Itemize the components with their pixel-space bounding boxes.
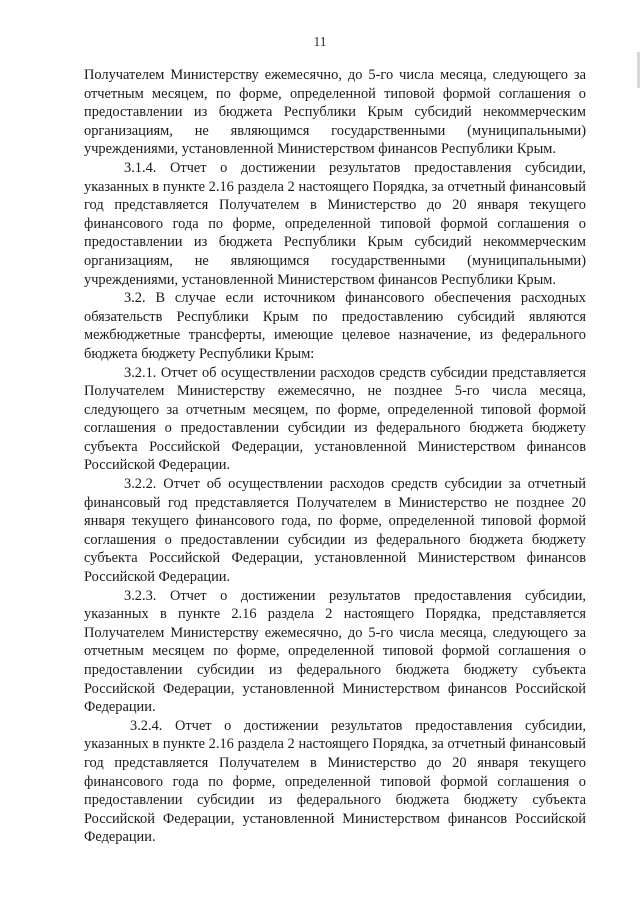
paragraph-3-2-2: 3.2.2. Отчет об осуществлении расходов средств субсидии за отчетный финансовый год представляется Получателем в Министерство не позднее 20 января текущего финансового года, по форме, определенной типовой формой соглашения о предоставлении субсидии из федерального бюджета бюджету субъекта Российской Федерации, установленной Министерством финансов Российской Федерации. xyxy=(84,476,586,586)
page-number: 11 xyxy=(313,34,327,49)
paragraph-3-2: 3.2. В случае если источником финансового обеспечения расходных обязательств Республики Крым по предоставлению субсидий являются межбюджетные трансферты, имеющие целевое назначение, из федерального бюджета бюджету Республики Крым: xyxy=(84,290,586,362)
paragraph-3-1-4: 3.1.4. Отчет о достижении результатов предоставления субсидии, указанных в пункте 2.16 раздела 2 настоящего Порядка, за отчетный финансовый год представляется Получателем в Министерство до 20 января текущего финансового года по форме, определенной типовой формой соглашения о предоставлении из бюджета Республики Крым субсидий некоммерческим организациям, не являющимся государственными (муниципальными) учреждениями, установленной Министерством финансов Республики Крым. xyxy=(84,159,586,288)
paragraph-continuation: Получателем Министерству ежемесячно, до 5-го числа месяца, следующего за отчетным месяцем, по форме, определенной типовой формой соглашения о предоставлении из бюджета Республики Крым субсидий некоммерческим организациям, не являющимся государственными (муниципальными) учреждениями, установленной Министерством финансов Республики Крым. xyxy=(84,67,586,158)
paragraph-3-2-1: 3.2.1. Отчет об осуществлении расходов средств субсидии представляется Получателем Министерству ежемесячно, не позднее 5-го числа месяца, следующего за отчетным месяцем, по форме, определенной типовой формой соглашения о предоставлении субсидии из федерального бюджета бюджету субъекта Российской Федерации, установленной Министерством финансов Российской Федерации. xyxy=(84,364,586,474)
document-body xyxy=(84,66,586,847)
paragraph-3-2-3: 3.2.3. Отчет о достижении результатов предоставления субсидии, указанных в пункте 2.16 раздела 2 настоящего Порядка, представляется Получателем Министерству ежемесячно, до 5-го числа месяца, следующего за отчетным месяцем по форме, определенной типовой формой соглашения о предоставлении субсидии из федерального бюджета бюджету субъекта Российской Федерации, установленной Министерством финансов Российской Федерации. xyxy=(84,587,586,716)
paragraph-3-2-4: 3.2.4. Отчет о достижении результатов предоставления субсидии, указанных в пункте 2.16 раздела 2 настоящего Порядка, за отчетный финансовый год представляется Получателем в Министерство до 20 января текущего финансового года по форме, определенной типовой формой соглашения о предоставлении субсидии из федерального бюджета бюджету субъекта Российской Федерации, установленной Министерством финансов Российской Федерации. xyxy=(84,717,586,846)
